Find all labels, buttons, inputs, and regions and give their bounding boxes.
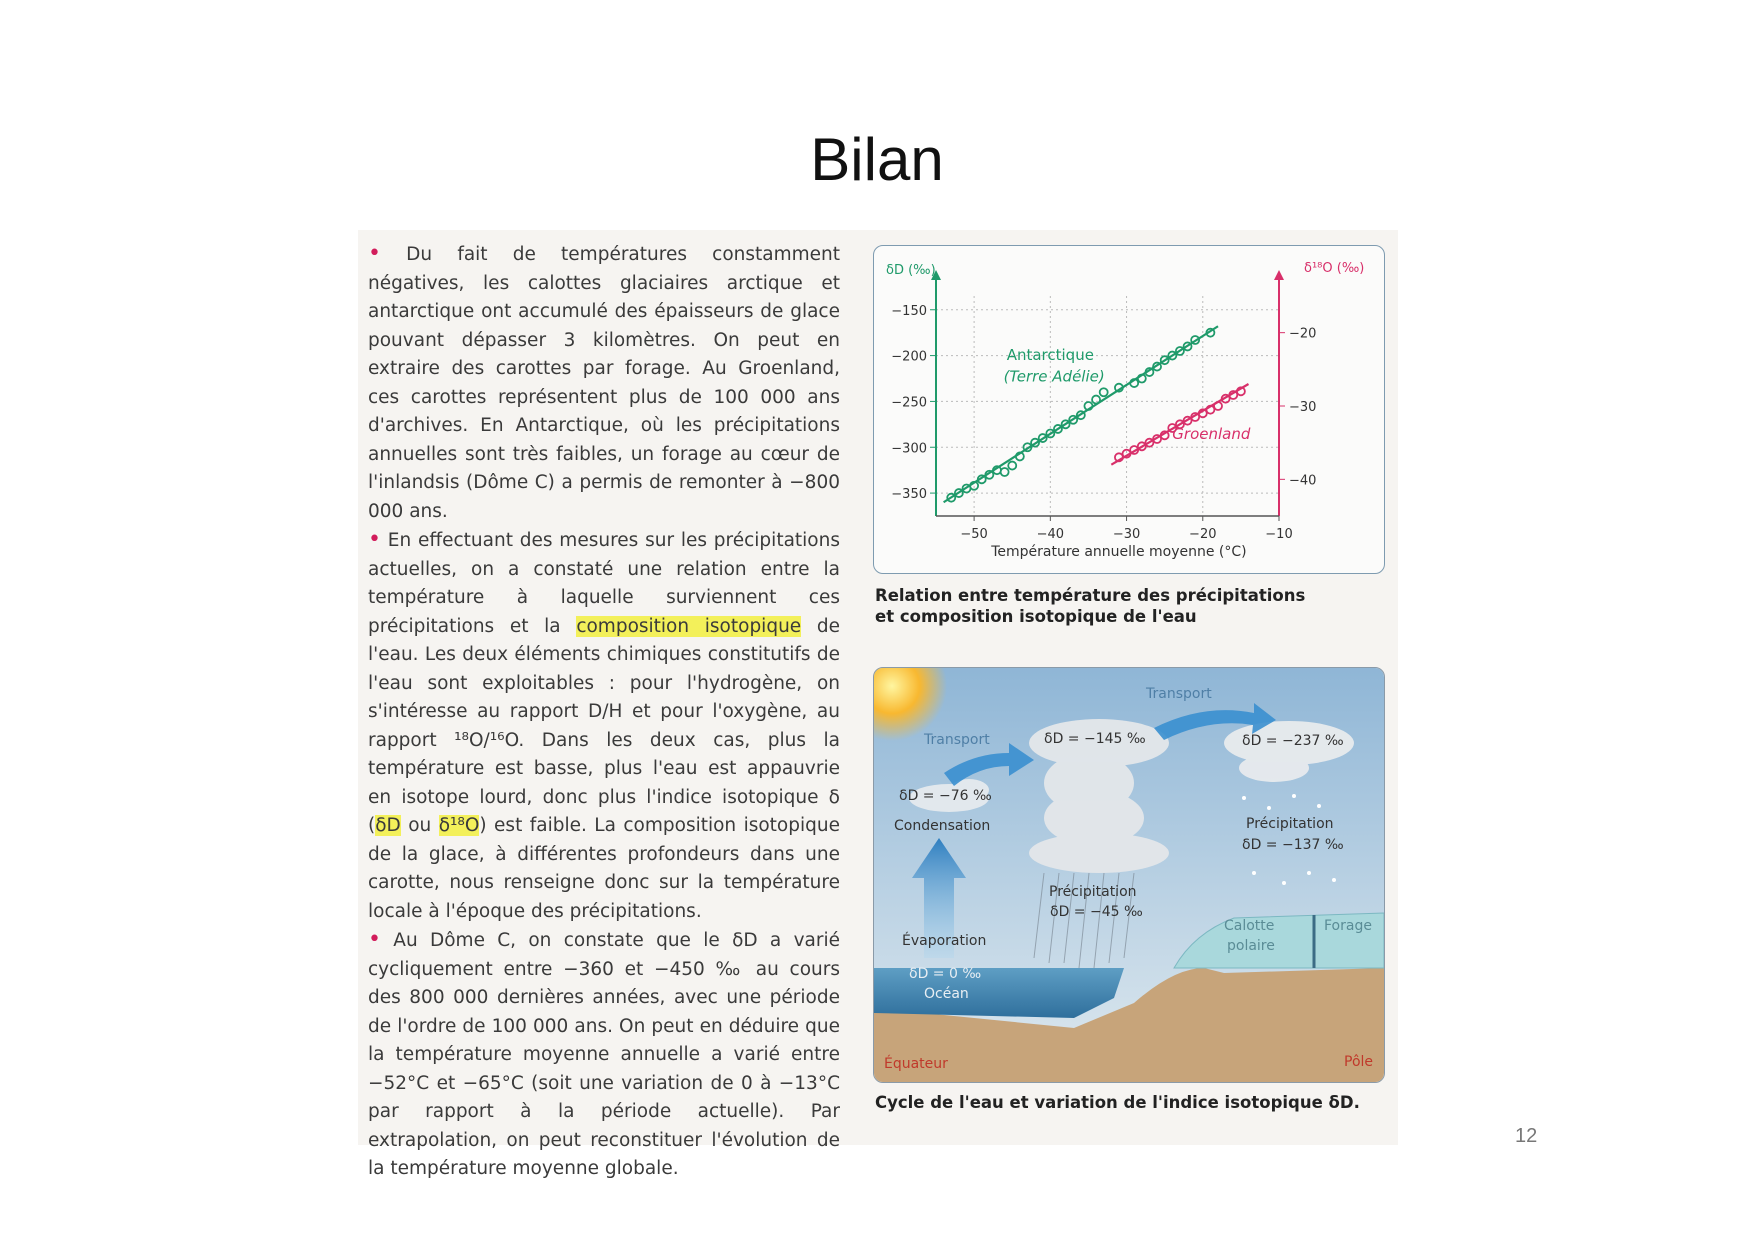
left-tick-label: −250 [891, 395, 927, 411]
water-cycle-illustration [874, 668, 1384, 1082]
label-transport-left: Transport [924, 732, 990, 748]
paragraph-1-text: Du fait de températures constamment négatives, les calottes glaciaires arctique et antarctique ont accumulé des épaisseurs de glace pouvant dépasser 3 kilomètres. On peut en extraire des carottes par forage. Au Groenland, ces carottes représentent plus de 100 000 ans d'archives. En Antarctique, où les précipitations annuelles sont très faibles, un forage au cœur de l'inlandsis (Dôme C) a permis de remonter à −800 000 ans. [368, 244, 840, 522]
paragraph-2 [368, 526, 840, 926]
label-forage: Forage [1324, 918, 1372, 934]
label-condensation: Condensation [894, 818, 991, 834]
left-tick-label: −200 [891, 349, 927, 365]
x-tick-label: −10 [1265, 527, 1293, 542]
label-ocean-2: Océan [924, 986, 969, 1002]
p2-part-c: ou [400, 815, 439, 836]
p2-part-a: En effectuant des mesures sur les précipitations actuelles, on a constaté une relation entre la température à laquelle surviennent ces précipitations et la [368, 530, 840, 637]
isotope-chart-frame [873, 245, 1385, 574]
data-point [1092, 396, 1100, 404]
page-number: 12 [1515, 1125, 1538, 1147]
figure1-caption-line2: et composition isotopique de l'eau [875, 607, 1197, 626]
data-point [1100, 388, 1108, 396]
label-cloud0: δD = −76 ‰ [899, 788, 992, 804]
data-point [1001, 468, 1009, 476]
label-pole: Pôle [1344, 1054, 1374, 1070]
label-cloud2: δD = −237 ‰ [1242, 733, 1344, 749]
figure1-caption [875, 585, 1305, 627]
data-point [1008, 462, 1016, 470]
paragraph-3-text: Au Dôme C, on constate que le δD a varié cycliquement entre −360 et −450 ‰ au cours des 800 000 dernières années, avec une période de l'ordre de 100 000 ans. On peut en déduire que la température moyenne annuelle a varié entre −52°C et −65°C (soit une variation de 0 à −13°C par rapport à la période actuelle). Par extrapolation, on peut reconstituer l'évolution de la température moyenne globale. [368, 930, 840, 1179]
label-precip-mid-2: δD = −45 ‰ [1050, 904, 1143, 920]
figure2-caption: Cycle de l'eau et variation de l'indice isotopique δD. [875, 1093, 1360, 1112]
left-axis-label: δD (‰) [886, 263, 936, 278]
right-tick-label: −40 [1289, 473, 1317, 489]
highlight-dD: δD [375, 815, 401, 836]
scanned-page [358, 230, 1398, 1179]
label-calotte-2: polaire [1227, 938, 1275, 954]
label-precip-mid-1: Précipitation [1049, 884, 1137, 900]
right-tick-label: −30 [1289, 400, 1317, 415]
left-tick-label: −350 [891, 487, 927, 503]
x-tick-label: −20 [1189, 527, 1217, 542]
x-axis-label: Température annuelle moyenne (°C) [991, 544, 1247, 560]
label-terre-adelie: (Terre Adélie) [1003, 367, 1105, 386]
p2-part-d: ) est faible. La composition isotopique de la glace, à différentes profondeurs dans une carotte, nous renseigne donc sur la température locale à l'époque des précipitations. [368, 815, 840, 922]
p2-part-b: de l'eau. Les deux éléments chimiques constitutifs de l'eau sont exploitables : pour l'hydrogène, on s'intéresse au rapport D/H et pour l'oxygène, au rapport ¹⁸O/¹⁶O. Dans les deux cas, plus la température est basse, plus l'eau est appauvrie en isotope lourd, donc plus l'indice isotopique δ ( [368, 615, 840, 836]
right-axis-label: δ¹⁸O (‰) [1304, 261, 1365, 276]
highlight-composition: composition isotopique [576, 615, 802, 637]
label-ocean-1: δD = 0 ‰ [909, 966, 982, 982]
water-cycle-diagram [873, 667, 1385, 1083]
bullet-icon: • [368, 241, 381, 266]
x-tick-label: −50 [960, 527, 988, 542]
paragraph-3 [368, 926, 840, 1184]
label-transport-top: Transport [1146, 686, 1212, 702]
left-tick-label: −150 [891, 303, 927, 319]
slide-title: Bilan [810, 126, 944, 193]
right-tick-label: −20 [1289, 326, 1317, 342]
isotope-chart [874, 246, 1384, 573]
bullet-icon: • [368, 527, 381, 552]
figure1-caption-line1: Relation entre température des précipitations [875, 586, 1306, 605]
label-groenland: Groenland [1172, 425, 1251, 443]
label-precip-right-1: Précipitation [1246, 816, 1334, 832]
x-tick-label: −30 [1112, 527, 1141, 542]
highlight-d18O: δ¹⁸O [438, 815, 480, 836]
text-column [368, 240, 840, 1184]
label-precip-right-2: δD = −137 ‰ [1242, 837, 1344, 853]
left-tick-label: −300 [891, 441, 927, 457]
x-tick-label: −40 [1036, 527, 1065, 542]
label-calotte-1: Calotte [1224, 918, 1275, 934]
label-evaporation: Évaporation [902, 933, 987, 949]
label-equateur: Équateur [884, 1056, 948, 1072]
right-axis-arrow-icon [1274, 270, 1284, 280]
paragraph-1 [368, 240, 840, 526]
label-cloud1: δD = −145 ‰ [1044, 731, 1146, 747]
label-antarctique: Antarctique [1006, 346, 1094, 365]
bullet-icon: • [368, 927, 381, 952]
